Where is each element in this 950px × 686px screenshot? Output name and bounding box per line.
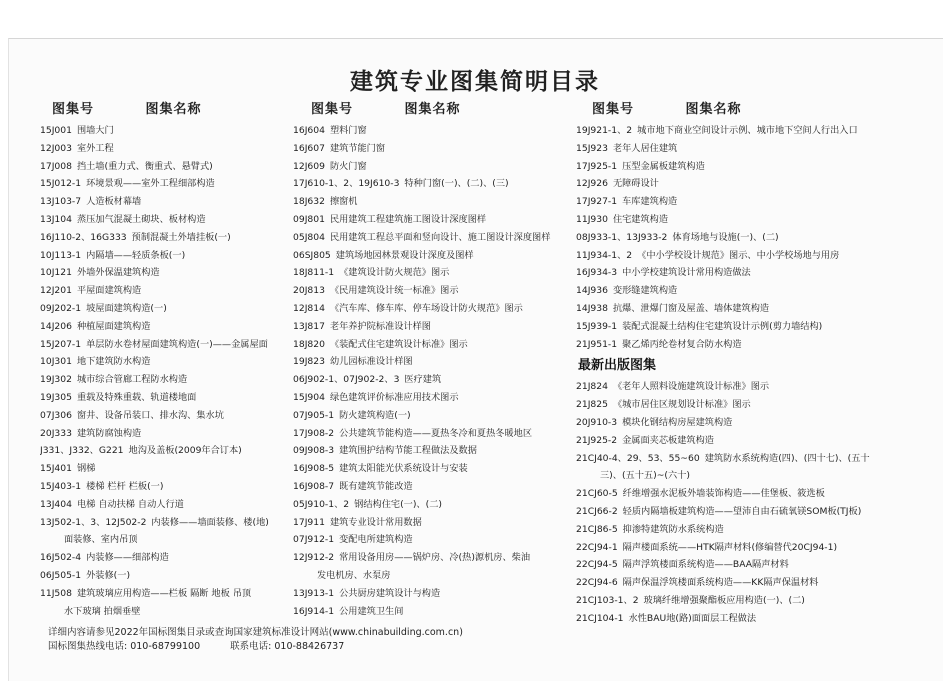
entry-code: 18J811-1 — [293, 267, 335, 279]
entry-code: 21CJ40-4、29、53、55~60 — [576, 452, 700, 464]
catalog-entry — [40, 229, 295, 247]
catalog-entry — [293, 247, 583, 265]
catalog-entry — [40, 425, 295, 443]
entry-name: 常用设备用房——锅炉房、冷(热)源机房、柴油 — [339, 552, 531, 564]
entry-code: 07J306 — [40, 409, 72, 421]
catalog-entry — [40, 567, 295, 585]
entry-name: 纤维增强水泥板外墙装饰构造——佳堡板、筱选板 — [622, 488, 825, 500]
entry-code: 16J607 — [293, 142, 325, 154]
entry-name: 《建筑设计防火规范》图示 — [339, 267, 450, 279]
catalog-entry — [576, 610, 906, 628]
entry-code: 16J110-2、16G333 — [40, 231, 127, 243]
catalog-entry — [576, 574, 906, 592]
entry-code: 09J801 — [293, 213, 325, 225]
header-name-label: 图集名称 — [685, 102, 742, 117]
entry-name: 民用建筑工程总平面和竖向设计、施工图设计深度图样 — [329, 231, 551, 243]
entry-code: 20J910-3 — [576, 416, 618, 428]
entry-name: 防火建筑构造(一) — [339, 409, 411, 421]
catalog-entry — [293, 193, 583, 211]
catalog-entry — [576, 175, 906, 193]
entry-code: 06J902-1、07J902-2、3 — [293, 374, 400, 386]
entry-name: 压型金属板建筑构造 — [622, 160, 705, 172]
entry-code: 20J813 — [293, 285, 325, 297]
catalog-entry — [576, 432, 906, 450]
entry-code: 16J914-1 — [293, 605, 335, 617]
entry-code: 18J632 — [293, 196, 325, 208]
catalog-entry — [576, 396, 906, 414]
entry-code: 19J921-1、2 — [576, 125, 633, 136]
catalog-entry — [576, 450, 906, 468]
entry-list — [40, 122, 295, 620]
column-header — [293, 98, 583, 116]
new-entry-list — [576, 378, 906, 627]
column-header — [40, 98, 295, 116]
entry-code: 21CJ60-5 — [576, 488, 618, 500]
catalog-entry — [293, 264, 583, 282]
entry-name: 建筑场地园林景观设计深度及图样 — [335, 249, 474, 261]
entry-code: 11J508 — [40, 587, 72, 599]
entry-code: 22CJ94-5 — [576, 559, 618, 571]
catalog-entry — [293, 407, 583, 425]
catalog-entry — [576, 467, 906, 485]
catalog-entry — [40, 175, 295, 193]
catalog-entry — [40, 211, 295, 229]
entry-name: 水性BAU地(路)面面层工程做法 — [628, 612, 757, 624]
entry-name: 建筑围护结构节能工程做法及数据 — [339, 445, 477, 457]
catalog-entry — [293, 336, 583, 354]
catalog-column-1 — [40, 98, 295, 620]
entry-code: 17J610-1、2、19J610-3 — [293, 178, 400, 190]
entry-name: 外装修(一) — [86, 569, 131, 581]
catalog-entry — [293, 603, 583, 621]
header-name-label: 图集名称 — [404, 102, 461, 117]
header-code-label: 图集号 — [592, 102, 635, 117]
catalog-entry — [576, 539, 906, 557]
entry-name: 建筑太阳能光伏系统设计与安装 — [339, 463, 468, 475]
entry-name: 建筑专业设计常用数据 — [329, 516, 422, 528]
entry-name: 模块化钢结构房屋建筑构造 — [622, 416, 733, 428]
catalog-entry — [293, 211, 583, 229]
catalog-entry — [293, 158, 583, 176]
entry-name: 地下建筑防水构造 — [76, 356, 151, 368]
footer-contact-phone: 联系电话: 010-88426737 — [230, 641, 345, 652]
catalog-entry — [40, 514, 295, 532]
entry-code: 12J926 — [576, 178, 608, 190]
entry-name: 老年养护院标准设计样图 — [329, 320, 431, 332]
entry-code: 12J609 — [293, 160, 325, 172]
entry-code: 16J604 — [293, 125, 325, 136]
catalog-entry — [293, 496, 583, 514]
entry-code: 15J923 — [576, 142, 608, 154]
catalog-entry — [40, 336, 295, 354]
footer-hotline: 国标图集热线电话: 010-68799100 — [48, 641, 201, 652]
catalog-entry — [293, 478, 583, 496]
entry-code: 07J912-1 — [293, 534, 335, 546]
catalog-entry — [576, 211, 906, 229]
entry-name: 聚乙烯丙纶卷材复合防水构造 — [622, 338, 742, 350]
catalog-entry — [293, 282, 583, 300]
entry-name: 中小学校建筑设计常用构造做法 — [622, 267, 751, 279]
entry-code: 10J121 — [40, 267, 72, 279]
entry-name: 建筑防腐蚀构造 — [76, 427, 142, 439]
catalog-entry — [40, 603, 295, 621]
entry-code: 16J908-7 — [293, 480, 335, 492]
catalog-entry — [576, 122, 906, 140]
entry-code: 08J933-1、13J933-2 — [576, 231, 668, 243]
entry-code: 22CJ94-6 — [576, 577, 618, 589]
entry-name: 轻质内隔墙板建筑构造——望沛自由石硫氧镁SOM板(TJ板) — [622, 505, 862, 517]
entry-name: 外墙外保温建筑构造 — [76, 267, 160, 279]
entry-name: 城市综合管廊工程防水构造 — [76, 374, 188, 386]
entry-name: 围墙大门 — [76, 125, 114, 136]
entry-code: 12J814 — [293, 302, 325, 314]
catalog-column-2 — [293, 98, 583, 620]
catalog-entry — [293, 140, 583, 158]
catalog-entry — [576, 336, 906, 354]
entry-code: 12J003 — [40, 142, 72, 154]
entry-name: 《中小学校设计规范》图示、中小学校场地与用房 — [637, 249, 840, 261]
entry-name: 钢梯 — [76, 463, 96, 475]
catalog-entry — [40, 407, 295, 425]
catalog-entry — [293, 460, 583, 478]
entry-name: 单层防水卷材屋面建筑构造(一)——金属屋面 — [86, 338, 268, 350]
entry-name: 坡屋面建筑构造(一) — [86, 302, 167, 314]
catalog-entry — [40, 585, 295, 603]
entry-code: 15J012-1 — [40, 178, 82, 190]
catalog-entry — [40, 353, 295, 371]
catalog-entry — [40, 300, 295, 318]
catalog-entry — [576, 485, 906, 503]
entry-code: 17J908-2 — [293, 427, 335, 439]
catalog-entry — [576, 193, 906, 211]
entry-code: 15J001 — [40, 125, 72, 136]
entry-code: 06J505-1 — [40, 569, 82, 581]
entry-name: 无障碍设计 — [612, 178, 659, 190]
entry-code: 20J333 — [40, 427, 72, 439]
entry-name: 变形缝建筑构造 — [612, 285, 678, 297]
entry-name: 体育场地与设施(一)、(二) — [672, 231, 779, 243]
entry-code: 21J824 — [576, 381, 608, 393]
entry-code: 05J910-1、2 — [293, 498, 350, 510]
entry-code: 17J008 — [40, 160, 72, 172]
entry-code: 11J934-1、2 — [576, 249, 633, 261]
entry-code: 14J938 — [576, 302, 608, 314]
entry-name: 玻璃纤维增强聚酯板应用构造(一)、(二) — [643, 594, 805, 606]
entry-name: 发电机房、水泵房 — [317, 569, 391, 581]
entry-code: 15J939-1 — [576, 320, 618, 332]
entry-code: 09J908-3 — [293, 445, 335, 457]
entry-name: 窗井、设备吊装口、排水沟、集水坑 — [76, 409, 224, 421]
entry-name: 老年人居住建筑 — [612, 142, 678, 154]
entry-name: 塑料门窗 — [329, 125, 367, 136]
entry-code: 19J305 — [40, 391, 72, 403]
header-code-label: 图集号 — [311, 102, 354, 117]
entry-code: 13J502-1、3、12J502-2 — [40, 516, 147, 528]
footer-website-note: 详细内容请参见2022年国标图集目录或查询国家建筑标准设计网站(www.chinabuilding.com.cn) — [48, 627, 463, 638]
catalog-entry — [40, 389, 295, 407]
entry-name: 建筑防水系统构造(四)、(四十七)、(五十 — [704, 452, 870, 464]
catalog-entry — [293, 425, 583, 443]
catalog-entry — [576, 282, 906, 300]
entry-list — [576, 122, 906, 353]
catalog-entry — [40, 122, 295, 140]
entry-code: 21J951-1 — [576, 338, 618, 350]
entry-name: 《城市居住区规划设计标准》图示 — [612, 399, 751, 411]
entry-name: 《民用建筑设计统一标准》图示 — [329, 285, 459, 297]
entry-code: 17J925-1 — [576, 160, 618, 172]
entry-name: 特种门窗(一)、(二)、(三) — [404, 178, 509, 190]
entry-code: 15J904 — [293, 391, 325, 403]
catalog-entry — [40, 478, 295, 496]
entry-code: 15J403-1 — [40, 480, 82, 492]
entry-name: 人造板材幕墙 — [86, 196, 142, 208]
entry-code: 17J927-1 — [576, 196, 618, 208]
catalog-entry — [576, 300, 906, 318]
entry-code: 07J905-1 — [293, 409, 335, 421]
catalog-entry — [576, 378, 906, 396]
entry-name: 民用建筑工程建筑施工图设计深度图样 — [329, 213, 487, 225]
entry-code: 06SJ805 — [293, 249, 331, 261]
entry-name: 住宅建筑构造 — [612, 213, 669, 225]
entry-code: 13J103-7 — [40, 196, 82, 208]
entry-code: 21J925-2 — [576, 434, 618, 446]
entry-name: 内装修——细部构造 — [86, 552, 169, 564]
catalog-entry — [576, 229, 906, 247]
header-code-label: 图集号 — [52, 102, 95, 117]
entry-name: 三)、(五十五)~(六十) — [600, 470, 690, 482]
entry-name: 建筑玻璃应用构造——栏板 隔断 地板 吊顶 — [76, 587, 252, 599]
entry-name: 城市地下商业空间设计示例、城市地下空间人行出入口 — [637, 125, 858, 136]
entry-code: 22CJ94-1 — [576, 541, 618, 553]
entry-name: 内装修——墙面装修、楼(地) — [151, 516, 269, 528]
entry-code: 12J201 — [40, 285, 72, 297]
entry-code: J331、J332、G221 — [40, 445, 124, 457]
entry-list — [293, 122, 583, 620]
entry-name: 电梯 自动扶梯 自动人行道 — [76, 498, 184, 510]
catalog-entry — [293, 442, 583, 460]
entry-name: 隔声楼面系统——HTK隔声材料(修编替代20CJ94-1) — [622, 541, 838, 553]
catalog-entry — [293, 585, 583, 603]
entry-name: 预制混凝土外墙挂板(一) — [131, 231, 231, 243]
entry-name: 医疗建筑 — [404, 374, 442, 386]
catalog-entry — [576, 247, 906, 265]
entry-name: 既有建筑节能改造 — [339, 480, 413, 492]
catalog-entry — [40, 158, 295, 176]
entry-name: 公共厨房建筑设计与构造 — [339, 587, 441, 599]
entry-name: 变配电所建筑构造 — [339, 534, 413, 546]
column-header — [576, 98, 906, 116]
catalog-entry — [293, 389, 583, 407]
entry-name: 抗爆、泄爆门窗及屋盖、墙体建筑构造 — [612, 302, 770, 314]
entry-code: 12J912-2 — [293, 552, 335, 564]
entry-name: 车库建筑构造 — [622, 196, 678, 208]
footer — [48, 626, 463, 654]
entry-code: 13J817 — [293, 320, 325, 332]
entry-code: 21CJ66-2 — [576, 505, 618, 517]
catalog-entry — [293, 567, 583, 585]
catalog-entry — [576, 264, 906, 282]
entry-name: 隔声保温浮筑楼面系统构造——KK隔声保温材料 — [622, 577, 819, 589]
catalog-entry — [576, 556, 906, 574]
entry-name: 金属面夹芯板建筑构造 — [622, 434, 714, 446]
entry-code: 09J202-1 — [40, 302, 82, 314]
entry-name: 内隔墙——轻质条板(一) — [86, 249, 186, 261]
catalog-entry — [40, 549, 295, 567]
entry-code: 10J113-1 — [40, 249, 82, 261]
entry-code: 15J207-1 — [40, 338, 82, 350]
catalog-entry — [40, 531, 295, 549]
entry-name: 室外工程 — [76, 142, 114, 154]
catalog-entry — [293, 122, 583, 140]
entry-code: 13J404 — [40, 498, 72, 510]
catalog-entry — [293, 318, 583, 336]
catalog-entry — [40, 318, 295, 336]
catalog-entry — [293, 371, 583, 389]
entry-name: 公共建筑节能构造——夏热冬冷和夏热冬暖地区 — [339, 427, 533, 439]
entry-code: 05J804 — [293, 231, 325, 243]
entry-code: 18J820 — [293, 338, 325, 350]
entry-name: 平屋面建筑构造 — [76, 285, 142, 297]
entry-code: 21CJ103-1、2 — [576, 594, 639, 606]
catalog-entry — [40, 282, 295, 300]
entry-name: 装配式混凝土结构住宅建筑设计示例(剪力墙结构) — [622, 320, 823, 332]
catalog-entry — [293, 514, 583, 532]
entry-name: 面装修、室内吊顶 — [64, 534, 138, 546]
catalog-column-3 — [576, 98, 906, 628]
entry-name: 水下玻璃 拍烟垂壁 — [64, 605, 141, 617]
catalog-entry — [293, 300, 583, 318]
entry-name: 钢结构住宅(一)、(二) — [354, 498, 442, 510]
entry-name: 抑渗特建筑防水系统构造 — [622, 523, 724, 535]
catalog-entry — [40, 496, 295, 514]
entry-code: 15J401 — [40, 463, 72, 475]
catalog-entry — [293, 353, 583, 371]
entry-name: 防火门窗 — [329, 160, 367, 172]
header-name-label: 图集名称 — [145, 102, 202, 117]
entry-name: 《装配式住宅建筑设计标准》图示 — [329, 338, 468, 350]
catalog-entry — [576, 158, 906, 176]
catalog-entry — [576, 140, 906, 158]
entry-name: 幼儿园标准设计样图 — [329, 356, 413, 368]
entry-name: 《汽车库、修车库、停车场设计防火规范》图示 — [329, 302, 523, 314]
catalog-entry — [293, 549, 583, 567]
entry-name: 公用建筑卫生间 — [339, 605, 404, 617]
entry-code: 16J908-5 — [293, 463, 335, 475]
entry-name: 绿色建筑评价标准应用技术图示 — [329, 391, 459, 403]
catalog-entry — [40, 264, 295, 282]
entry-code: 14J206 — [40, 320, 72, 332]
new-publications-heading: 最新出版图集 — [578, 358, 657, 374]
catalog-entry — [576, 414, 906, 432]
catalog-entry — [576, 521, 906, 539]
entry-name: 地沟及盖板(2009年合订本) — [128, 445, 242, 457]
catalog-entry — [293, 175, 583, 193]
catalog-entry — [576, 503, 906, 521]
entry-name: 挡土墙(重力式、衡重式、悬臂式) — [76, 160, 213, 172]
catalog-entry — [293, 229, 583, 247]
entry-name: 隔声浮筑楼面系统构造——BAA隔声材料 — [622, 559, 789, 571]
entry-code: 19J823 — [293, 356, 325, 368]
entry-code: 17J911 — [293, 516, 325, 528]
entry-code: 16J502-4 — [40, 552, 82, 564]
entry-name: 《老年人照料设施建筑设计标准》图示 — [612, 381, 770, 393]
entry-code: 16J934-3 — [576, 267, 618, 279]
catalog-entry — [293, 531, 583, 549]
catalog-entry — [576, 318, 906, 336]
entry-code: 19J302 — [40, 374, 72, 386]
catalog-entry — [576, 592, 906, 610]
catalog-entry — [40, 193, 295, 211]
entry-name: 擦窗机 — [329, 196, 358, 208]
catalog-entry — [40, 140, 295, 158]
entry-name: 建筑节能门窗 — [329, 142, 386, 154]
entry-code: 10J301 — [40, 356, 72, 368]
entry-code: 14J936 — [576, 285, 608, 297]
entry-name: 重载及特殊重载、轨道楼地面 — [76, 391, 197, 403]
entry-name: 环境景观——室外工程细部构造 — [86, 178, 215, 190]
entry-code: 13J913-1 — [293, 587, 335, 599]
entry-code: 21CJ86-5 — [576, 523, 618, 535]
entry-name: 楼梯 栏杆 栏板(一) — [86, 480, 164, 492]
catalog-entry — [40, 247, 295, 265]
catalog-entry — [40, 442, 295, 460]
entry-code: 11J930 — [576, 213, 608, 225]
catalog-entry — [40, 371, 295, 389]
entry-code: 13J104 — [40, 213, 72, 225]
page-title: 建筑专业图集简明目录 — [350, 68, 600, 95]
entry-name: 种植屋面建筑构造 — [76, 320, 151, 332]
entry-code: 21CJ104-1 — [576, 612, 624, 624]
catalog-entry — [40, 460, 295, 478]
entry-code: 21J825 — [576, 399, 608, 411]
entry-name: 蒸压加气混凝土砌块、板材构造 — [76, 213, 206, 225]
